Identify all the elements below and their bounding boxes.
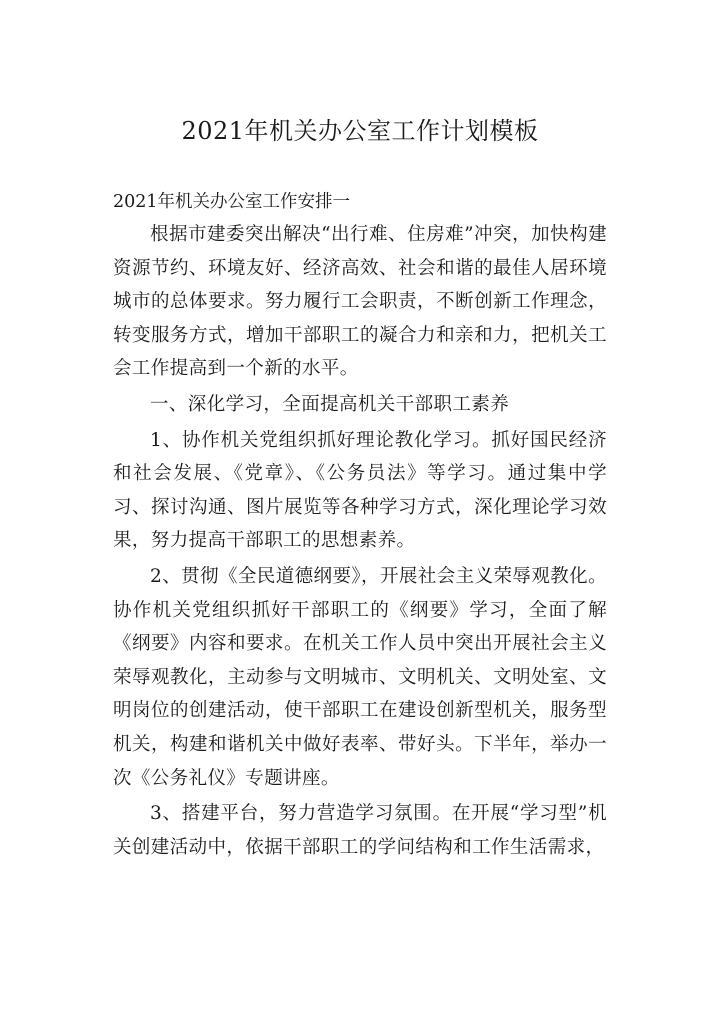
paragraph-item-3: 3、搭建平台，努力营造学习氛围。在开展“学习型”机关创建活动中，依据干部职工的学问结构和工作生活需求， bbox=[113, 803, 607, 858]
paragraph-intro: 根据市建委突出解决“出行难、住房难”冲突，加快构建资源节约、环境友好、经济高效、社会和谐的最佳人居环境城市的总体要求。努力履行工会职责，不断创新工作理念，转变服务方式，增加干部职工的凝合力和亲和力，把机关工会工作提高到一个新的水平。 bbox=[113, 224, 607, 380]
paragraph-item-2: 2、贯彻《全民道德纲要》，开展社会主义荣辱观教化。协作机关党组织抓好干部职工的《纲要》学习，全面了解《纲要》内容和要求。在机关工作人员中突出开展社会主义荣辱观教化，主动参与文明城市、文明机关、文明处室、文明岗位的创建活动，使干部职工在建设创新型机关，服务型机关，构建和谐机关中做好表率、带好头。下半年，举办一次《公务礼仪》专题讲座。 bbox=[113, 565, 607, 789]
paragraph-heading-1: 一、深化学习，全面提高机关干部职工素养 bbox=[150, 393, 510, 415]
section-heading: 2021年机关办公室工作安排一 bbox=[113, 192, 351, 212]
paragraph-item-1: 1、协作机关党组织抓好理论教化学习。抓好国民经济和社会发展、《党章》、《公务员法》等学习。通过集中学习、探讨沟通、图片展览等各种学习方式，深化理论学习效果，努力提高干部职工的思想素养。 bbox=[113, 429, 607, 552]
document-title: 2021年机关办公室工作计划模板 bbox=[181, 117, 539, 145]
